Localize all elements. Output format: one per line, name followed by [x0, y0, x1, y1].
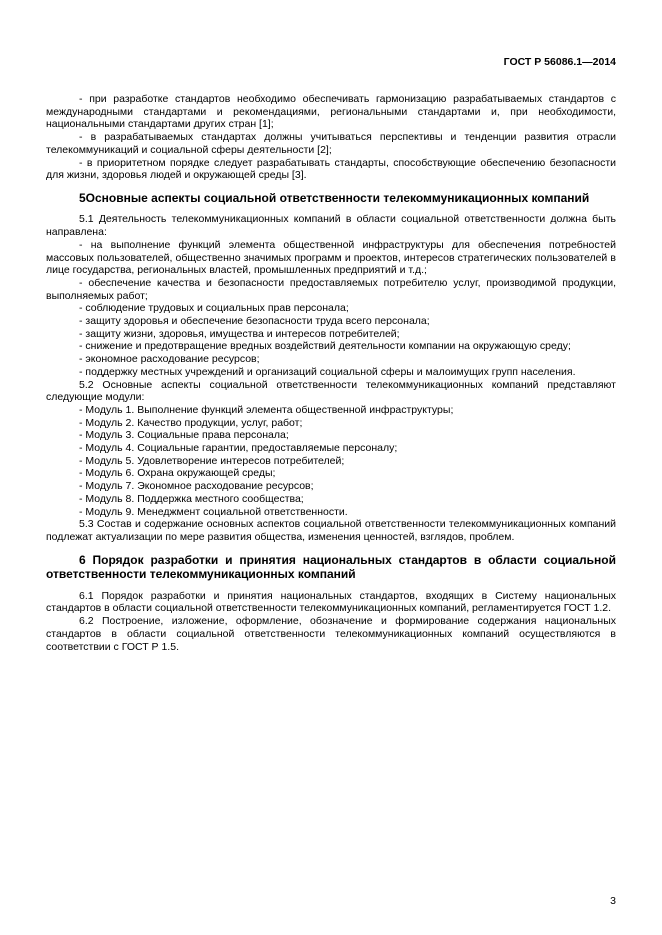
list-item: - в разрабатываемых стандартах должны учитываться перспективы и тенденции развития отрасли телекоммуникаций и социальной сферы деятельности [2];	[46, 131, 616, 156]
list-item: - соблюдение трудовых и социальных прав персонала;	[79, 302, 349, 315]
list-item: - Модуль 5. Удовлетворение интересов потребителей;	[79, 454, 345, 467]
list-item: - защиту здоровья и обеспечение безопасности труда всего персонала;	[79, 315, 430, 328]
list-item: - Модуль 1. Выполнение функций элемента общественной инфраструктуры;	[79, 403, 454, 416]
list-item: - обеспечение качества и безопасности предоставляемых потребителю услуг, производимой продукции, выполняемых работ;	[46, 276, 616, 302]
page-header	[46, 56, 616, 68]
list-item: - Модуль 4. Социальные гарантии, предоставляемые персоналу;	[79, 442, 398, 455]
paragraph-5-1: 5.1 Деятельность телекоммуникационных компаний в области социальной ответственности должна быть направлена:	[46, 213, 616, 239]
document-body	[46, 93, 616, 653]
section-6-heading: 6 Порядок разработки и принятия национальных стандартов в области социальной ответственности телекоммуникационных компаний	[46, 552, 616, 582]
page-number: 3	[610, 895, 616, 907]
list-item: - при разработке стандартов необходимо обеспечивать гармонизацию разрабатываемых стандартов с международными стандартами и рекомендациями, региональными стандартами и, при необходимости, национальными стандартами других стран [1];	[46, 93, 616, 131]
list-item: - Модуль 6. Охрана окружающей среды;	[79, 467, 276, 480]
list-item: - поддержку местных учреждений и организаций социальной сферы и малоимущих групп населения.	[79, 365, 576, 378]
section-5-heading: 5Основные аспекты социальной ответственности телекоммуникационных компаний	[79, 190, 590, 205]
document-number: ГОСТ Р 56086.1—2014	[503, 56, 616, 68]
list-item: - Модуль 8. Поддержка местного сообщества;	[79, 492, 304, 505]
list-item: - Модуль 7. Экономное расходование ресурсов;	[79, 480, 314, 493]
list-item: - Модуль 2. Качество продукции, услуг, работ;	[79, 416, 303, 429]
list-item: - на выполнение функций элемента общественной инфраструктуры для обеспечения потребностей массовых пользователей, общественно значимых программ и проектов, интересов стратегических пользователей в лице государства, региональных властей, промышленных предприятий и т.д.;	[46, 238, 616, 277]
list-item: - в приоритетном порядке следует разрабатывать стандарты, способствующие обеспечению безопасности для жизни, здоровья людей и окружающей среды [3].	[46, 156, 616, 182]
paragraph-6-2: 6.2 Построение, изложение, оформление, обозначение и формирование содержания национальных стандартов в области социальной ответственности телекоммуникационных компаний осуществляются в соответствии с ГОСТ Р 1.5.	[46, 615, 616, 653]
list-item: - снижение и предотвращение вредных воздействий деятельности компании на окружающую среду;	[79, 340, 571, 353]
page-footer	[610, 895, 616, 907]
paragraph-5-2: 5.2 Основные аспекты социальной ответственности телекоммуникационных компаний представляют следующие модули:	[46, 378, 616, 404]
list-item: - Модуль 9. Менеджмент социальной ответственности.	[79, 505, 348, 518]
paragraph-6-1: 6.1 Порядок разработки и принятия национальных стандартов, входящих в Систему национальных стандартов в области социальной ответственности телекоммуникационных компаний, регламентируется ГОСТ 1.2.	[46, 589, 616, 615]
paragraph-5-3: 5.3 Состав и содержание основных аспектов социальной ответственности телекоммуникационных компаний подлежат актуализации по мере развития общества, изменения ценностей, взглядов, проблем.	[46, 518, 616, 543]
list-item: - защиту жизни, здоровья, имущества и интересов потребителей;	[79, 327, 400, 340]
list-item: - экономное расходование ресурсов;	[79, 353, 260, 366]
list-item: - Модуль 3. Социальные права персонала;	[79, 429, 289, 442]
